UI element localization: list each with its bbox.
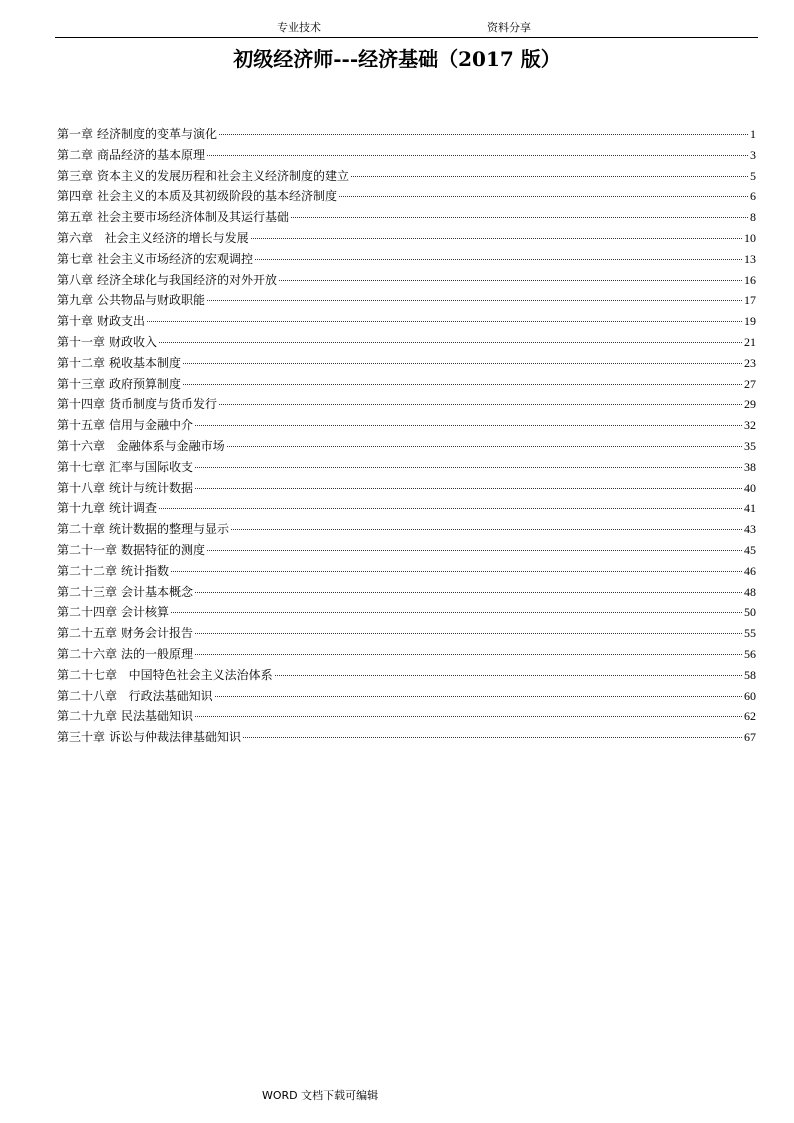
- toc-page-number: 17: [744, 293, 756, 308]
- toc-entry[interactable]: [57, 249, 756, 270]
- toc-entry[interactable]: [57, 228, 756, 249]
- toc-page-number: 50: [744, 605, 756, 620]
- toc-chapter-title: 经济全球化与我国经济的对外开放: [97, 272, 278, 287]
- page-footer: WORD 文档下载可编辑: [262, 1089, 379, 1102]
- toc-dot-leader: [195, 467, 742, 468]
- toc-chapter-title: 会计核算: [121, 605, 170, 620]
- toc-entry[interactable]: [57, 124, 756, 145]
- toc-entry[interactable]: [57, 623, 756, 644]
- toc-dot-leader: [279, 280, 742, 281]
- toc-dot-leader: [231, 529, 742, 530]
- toc-dot-leader: [207, 550, 742, 551]
- toc-page-number: 56: [744, 646, 756, 661]
- toc-chapter-number: 第一章: [57, 127, 94, 141]
- toc-chapter-title: 税收基本制度: [109, 355, 182, 370]
- toc-entry[interactable]: [57, 332, 756, 353]
- toc-chapter-title: 资本主义的发展历程和社会主义经济制度的建立: [97, 168, 350, 183]
- toc-chapter-title: 会计基本概念: [121, 584, 194, 599]
- toc-entry[interactable]: [57, 290, 756, 311]
- toc-chapter-number: 第二十四章: [57, 605, 118, 620]
- toc-chapter-number: 第十六章: [57, 438, 106, 453]
- toc-page-number: 35: [744, 438, 756, 453]
- toc-entry[interactable]: [57, 498, 756, 519]
- toc-chapter-number: 第十三章: [57, 376, 106, 391]
- toc-entry[interactable]: [57, 457, 756, 478]
- toc-dot-leader: [159, 342, 742, 343]
- toc-chapter-number: 第十五章: [57, 418, 106, 433]
- toc-entry[interactable]: [57, 706, 756, 727]
- toc-chapter-title: 民法基础知识: [121, 709, 194, 724]
- toc-page-number: 43: [744, 522, 756, 537]
- toc-dot-leader: [195, 633, 742, 634]
- toc-entry[interactable]: [57, 145, 756, 166]
- toc-dot-leader: [351, 176, 748, 177]
- toc-chapter-number: 第二十八章: [57, 688, 118, 703]
- toc-page-number: 21: [744, 334, 756, 349]
- toc-page-number: 23: [744, 355, 756, 370]
- toc-entry[interactable]: [57, 394, 756, 415]
- toc-dot-leader: [171, 571, 742, 572]
- header-right-text: 资料分享: [487, 21, 531, 34]
- toc-dot-leader: [207, 155, 748, 156]
- toc-page-number: 13: [744, 251, 756, 266]
- toc-chapter-number: 第七章: [57, 251, 94, 266]
- toc-dot-leader: [207, 300, 742, 301]
- toc-entry[interactable]: [57, 561, 756, 582]
- toc-chapter-number: 第二章: [57, 147, 94, 162]
- toc-chapter-number: 第二十九章: [57, 709, 118, 724]
- toc-chapter-title: 财务会计报告: [121, 626, 194, 641]
- toc-entry[interactable]: [57, 519, 756, 540]
- toc-dot-leader: [291, 217, 748, 218]
- toc-page-number: 27: [744, 376, 756, 391]
- toc-page-number: 62: [744, 709, 756, 724]
- toc-dot-leader: [251, 238, 742, 239]
- toc-chapter-title: 财政支出: [97, 314, 146, 329]
- toc-page-number: 29: [744, 397, 756, 412]
- toc-chapter-title: 财政收入: [109, 334, 158, 349]
- page-header: [55, 18, 758, 38]
- toc-dot-leader: [171, 612, 742, 613]
- toc-dot-leader: [215, 696, 742, 697]
- toc-entry[interactable]: [57, 644, 756, 665]
- toc-dot-leader: [219, 134, 748, 135]
- toc-chapter-number: 第二十一章: [57, 542, 118, 557]
- toc-chapter-number: 第十九章: [57, 501, 106, 516]
- toc-chapter-number: 第九章: [57, 293, 94, 308]
- toc-chapter-title: 信用与金融中介: [109, 418, 194, 433]
- toc-chapter-title: 商品经济的基本原理: [97, 147, 206, 162]
- toc-chapter-number: 第十八章: [57, 480, 106, 495]
- toc-chapter-number: 第二十二章: [57, 563, 118, 578]
- toc-entry[interactable]: [57, 186, 756, 207]
- toc-dot-leader: [183, 384, 742, 385]
- toc-chapter-number: 第三十章: [57, 730, 106, 745]
- toc-dot-leader: [147, 321, 742, 322]
- toc-entry[interactable]: [57, 166, 756, 187]
- toc-entry[interactable]: [57, 374, 756, 395]
- toc-page-number: 10: [744, 230, 756, 245]
- toc-chapter-title: 汇率与国际收支: [109, 459, 194, 474]
- toc-page-number: 48: [744, 584, 756, 599]
- toc-chapter-title: 货币制度与货币发行: [109, 397, 218, 412]
- toc-entry[interactable]: [57, 478, 756, 499]
- toc-page-number: 67: [744, 730, 756, 745]
- toc-chapter-title: 政府预算制度: [109, 376, 182, 391]
- toc-entry[interactable]: [57, 436, 756, 457]
- toc-page-number: 58: [744, 667, 756, 682]
- toc-page-number: 3: [750, 147, 756, 162]
- toc-entry[interactable]: [57, 727, 756, 748]
- toc-entry[interactable]: [57, 582, 756, 603]
- table-of-contents: [57, 124, 756, 748]
- toc-entry[interactable]: [57, 353, 756, 374]
- toc-dot-leader: [183, 363, 742, 364]
- toc-page-number: 6: [750, 189, 756, 204]
- toc-chapter-title: 中国特色社会主义法治体系: [121, 667, 273, 682]
- toc-chapter-title: 诉讼与仲裁法律基础知识: [109, 730, 242, 745]
- toc-dot-leader: [195, 592, 742, 593]
- toc-chapter-title: 统计调查: [109, 501, 158, 516]
- toc-page-number: 40: [744, 480, 756, 495]
- toc-chapter-number: 第三章: [57, 168, 94, 183]
- toc-dot-leader: [219, 404, 742, 405]
- toc-dot-leader: [275, 675, 742, 676]
- toc-dot-leader: [339, 196, 748, 197]
- toc-chapter-title: 社会主义经济的增长与发展: [97, 230, 249, 245]
- toc-entry[interactable]: [57, 207, 756, 228]
- toc-page-number: 46: [744, 563, 756, 578]
- toc-chapter-title: 统计数据的整理与显示: [109, 522, 230, 537]
- toc-chapter-title: 公共物品与财政职能: [97, 293, 206, 308]
- toc-dot-leader: [195, 425, 742, 426]
- toc-page-number: 8: [750, 210, 756, 225]
- toc-chapter-title: 行政法基础知识: [121, 688, 213, 703]
- toc-chapter-title: 经济制度的变革与演化: [97, 127, 218, 141]
- toc-page-number: 32: [744, 418, 756, 433]
- toc-page-number: 1: [750, 127, 756, 141]
- toc-chapter-number: 第八章: [57, 272, 94, 287]
- toc-entry[interactable]: [57, 311, 756, 332]
- toc-chapter-number: 第五章: [57, 210, 94, 225]
- toc-chapter-number: 第四章: [57, 189, 94, 204]
- toc-chapter-number: 第十章: [57, 314, 94, 329]
- toc-chapter-number: 第十一章: [57, 334, 106, 349]
- document-title: 初级经济师---经济基础（2017 版）: [233, 47, 561, 71]
- toc-chapter-title: 金融体系与金融市场: [109, 438, 225, 453]
- toc-page-number: 60: [744, 688, 756, 703]
- toc-chapter-number: 第二十六章: [57, 646, 118, 661]
- toc-chapter-title: 社会主义的本质及其初级阶段的基本经济制度: [97, 189, 338, 204]
- toc-page-number: 45: [744, 542, 756, 557]
- toc-chapter-title: 统计与统计数据: [109, 480, 194, 495]
- toc-chapter-number: 第二十七章: [57, 667, 118, 682]
- header-left-text: 专业技术: [277, 21, 321, 34]
- toc-page-number: 19: [744, 314, 756, 329]
- toc-chapter-number: 第二十五章: [57, 626, 118, 641]
- toc-entry[interactable]: [57, 686, 756, 707]
- toc-dot-leader: [227, 446, 742, 447]
- toc-page-number: 38: [744, 459, 756, 474]
- toc-dot-leader: [159, 508, 742, 509]
- toc-page-number: 16: [744, 272, 756, 287]
- toc-chapter-number: 第二十三章: [57, 584, 118, 599]
- toc-page-number: 41: [744, 501, 756, 516]
- toc-chapter-title: 社会主要市场经济体制及其运行基础: [97, 210, 290, 225]
- toc-chapter-number: 第十四章: [57, 397, 106, 412]
- toc-dot-leader: [195, 716, 742, 717]
- toc-dot-leader: [243, 737, 742, 738]
- toc-chapter-title: 社会主义市场经济的宏观调控: [97, 251, 254, 266]
- toc-chapter-number: 第二十章: [57, 522, 106, 537]
- toc-chapter-number: 第六章: [57, 230, 94, 245]
- toc-entry[interactable]: [57, 665, 756, 686]
- toc-chapter-title: 统计指数: [121, 563, 170, 578]
- toc-chapter-number: 第十二章: [57, 355, 106, 370]
- toc-chapter-number: 第十七章: [57, 459, 106, 474]
- toc-entry[interactable]: [57, 602, 756, 623]
- toc-page-number: 55: [744, 626, 756, 641]
- toc-entry[interactable]: [57, 540, 756, 561]
- toc-entry[interactable]: [57, 270, 756, 291]
- toc-chapter-title: 数据特征的测度: [121, 542, 206, 557]
- toc-dot-leader: [195, 488, 742, 489]
- toc-entry[interactable]: [57, 415, 756, 436]
- toc-page-number: 5: [750, 168, 756, 183]
- toc-chapter-title: 法的一般原理: [121, 646, 194, 661]
- toc-dot-leader: [255, 259, 742, 260]
- toc-dot-leader: [195, 654, 742, 655]
